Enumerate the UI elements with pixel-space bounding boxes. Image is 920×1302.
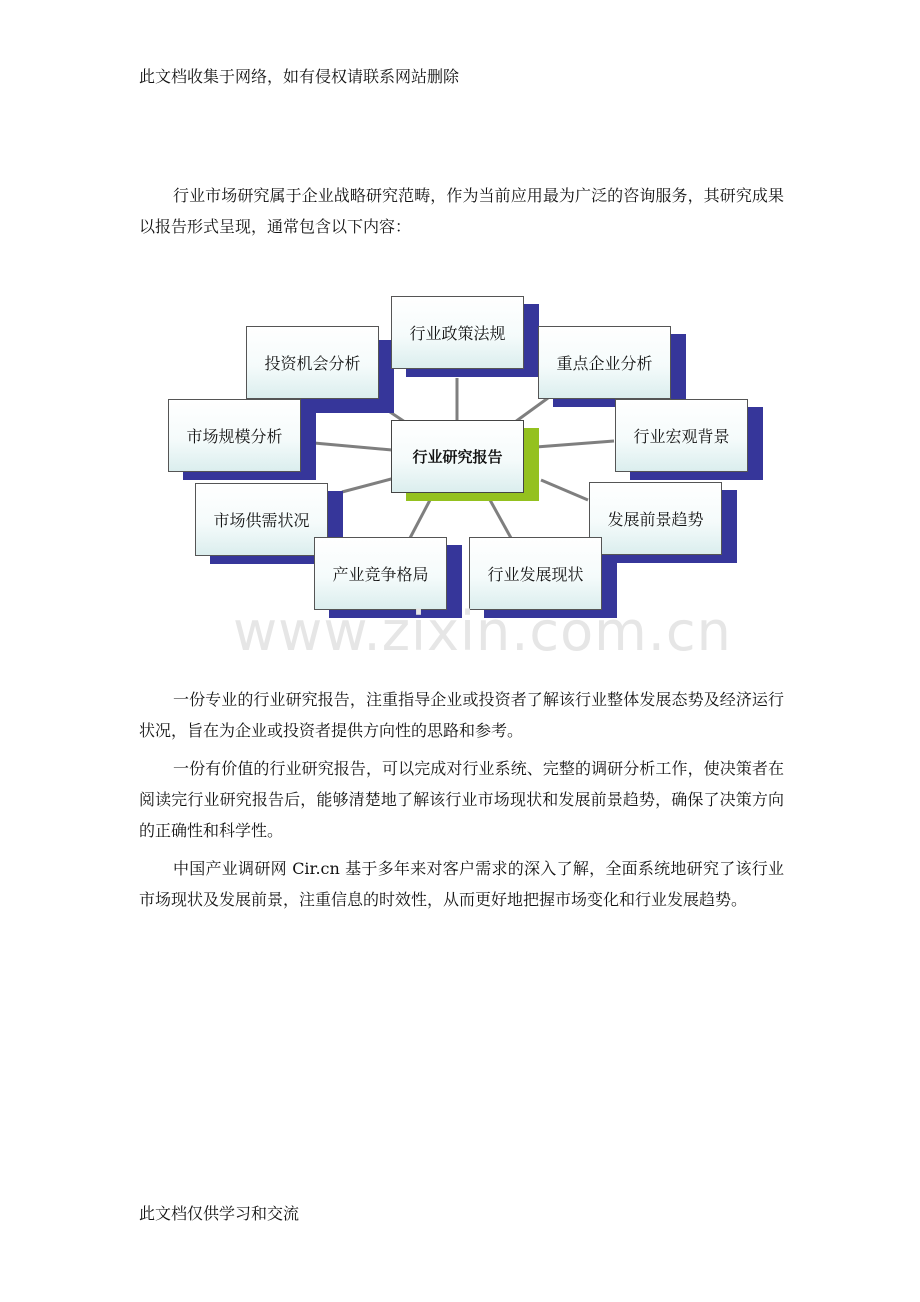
report-content-diagram: [0, 280, 920, 620]
intro-paragraph: 行业市场研究属于企业战略研究范畴，作为当前应用最为广泛的咨询服务，其研究成果以报告形式呈现，通常包含以下内容：: [139, 186, 784, 236]
node-invest: 投资机会分析: [246, 326, 379, 399]
node-key-company: 重点企业分析: [538, 326, 671, 399]
body-paragraph-2: 一份有价值的行业研究报告，可以完成对行业系统、完整的调研分析工作，使决策者在阅读完行业研究报告后，能够清楚地了解该行业市场现状和发展前景趋势，确保了决策方向的正确性和科学性。: [139, 759, 784, 840]
header-note: 此文档收集于网络，如有侵权请联系网站删除: [139, 67, 460, 86]
footer-note: 此文档仅供学习和交流: [139, 1204, 300, 1223]
node-status: 行业发展现状: [469, 537, 602, 610]
watermark: www.zixin.com.cn: [233, 600, 732, 663]
connector-key-company: [515, 398, 548, 422]
connector-market-scale: [314, 443, 392, 450]
node-market-scale: 市场规模分析: [168, 399, 301, 472]
connector-prospect: [541, 480, 588, 500]
connector-status: [490, 500, 511, 538]
node-macro: 行业宏观背景: [615, 399, 748, 472]
node-policy: 行业政策法规: [391, 296, 524, 369]
node-prospect: 发展前景趋势: [589, 482, 722, 555]
body-paragraph-1: 一份专业的行业研究报告，注重指导企业或投资者了解该行业整体发展态势及经济运行状况，旨在为企业或投资者提供方向性的思路和参考。: [139, 690, 784, 740]
body-paragraph-3: 中国产业调研网 Cir.cn 基于多年来对客户需求的深入了解，全面系统地研究了该行业市场现状及发展前景，注重信息的时效性，从而更好地把握市场变化和行业发展趋势。: [139, 859, 784, 909]
node-center-report: 行业研究报告: [391, 420, 524, 493]
node-competition: 产业竞争格局: [314, 537, 447, 610]
connector-competition: [410, 500, 430, 538]
node-supply-demand: 市场供需状况: [195, 483, 328, 556]
connector-supply-demand: [342, 478, 395, 492]
